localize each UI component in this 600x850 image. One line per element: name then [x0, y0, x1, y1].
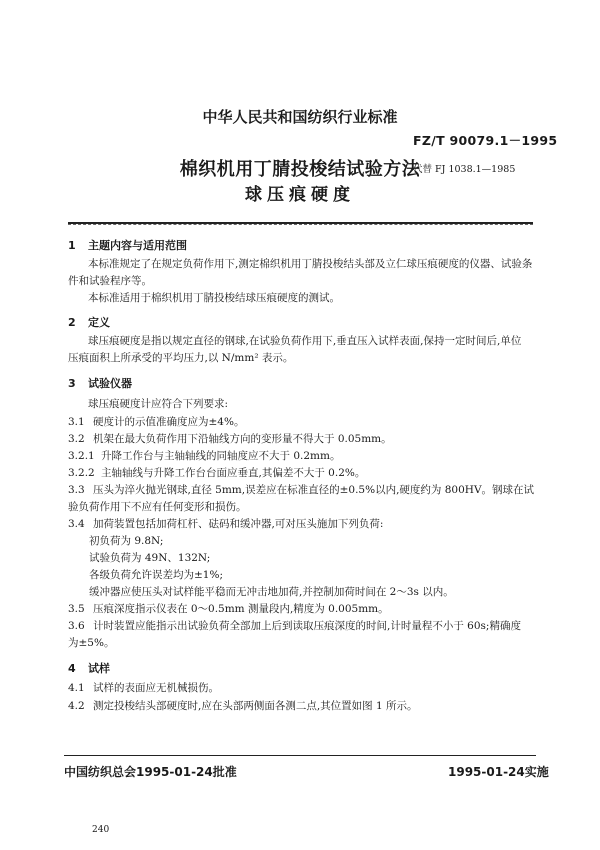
- replaces-note: 代替 FJ 1038.1—1985: [413, 164, 516, 175]
- effective-date: 1995-01-24实施: [448, 765, 549, 779]
- clause-3-3-line-2: 验负荷作用下不应有任何变形和损伤。: [68, 501, 247, 513]
- clause-4-1: 4.1 试样的表面应无机械损伤。: [68, 682, 219, 694]
- section-1-heading: 1 主题内容与适用范围: [68, 239, 187, 252]
- clause-3-2-1: 3.2.1 升降工作台与主轴轴线的同轴度应不大于 0.2mm。: [68, 450, 341, 462]
- document-subtitle: 球压痕硬度: [245, 185, 355, 205]
- clause-3-3: 3.3 压头为淬火抛光钢球,直径 5mm,误差应在标准直径的±0.5%以内,硬度约为 800HV。钢球在试: [68, 484, 535, 496]
- clause-3-5: 3.5 压痕深度指示仪表在 0～0.5mm 测量段内,精度为 0.005mm。: [68, 603, 389, 615]
- clause-3-4-initial-load: 初负荷为 9.8N;: [89, 535, 164, 547]
- clause-4-2: 4.2 测定投梭结头部硬度时,应在头部两侧面各测二点,其位置如图 1 所示。: [68, 700, 418, 712]
- section-4-heading: 4 试样: [68, 662, 110, 675]
- section-1-para-2: 本标准适用于棉织机用丁腈投梭结球压痕硬度的测试。: [88, 292, 340, 304]
- clause-3-4-test-load: 试验负荷为 49N、132N;: [89, 552, 211, 564]
- clause-3-4-buffer: 缓冲器应使压头对试样能平稳而无冲击地加荷,并控制加荷时间在 2～3s 以内。: [89, 586, 454, 598]
- section-1-para-1-line-2: 件和试验程序等。: [68, 275, 152, 287]
- section-2-para-line-2: 压痕面积上所承受的平均压力,以 N/mm² 表示。: [68, 352, 294, 364]
- footer-divider: [64, 755, 536, 756]
- clause-3-4-tolerance: 各级负荷允许误差均为±1%;: [89, 569, 223, 581]
- clause-3-2-2: 3.2.2 主轴轴线与升降工作台台面应垂直,其偏差不大于 0.2%。: [68, 467, 366, 479]
- issuing-body: 中华人民共和国纺织行业标准: [202, 108, 398, 126]
- clause-3-1: 3.1 硬度计的示值准确度应为±4%。: [68, 416, 245, 428]
- standard-number: FZ/T 90079.1－1995: [413, 133, 558, 148]
- section-1-para-1-line-1: 本标准规定了在规定负荷作用下,测定棉织机用丁腈投梭结头部及立仁球压痕硬度的仪器、试验条: [88, 258, 533, 270]
- clause-3-4: 3.4 加荷装置包括加荷杠杆、砝码和缓冲器,可对压头施加下列负荷:: [68, 518, 384, 530]
- clause-3-6-line-2: 为±5%。: [68, 637, 115, 649]
- section-3-intro: 球压痕硬度计应符合下列要求:: [88, 398, 229, 410]
- clause-3-2: 3.2 机架在最大负荷作用下沿轴线方向的变形量不得大于 0.05mm。: [68, 433, 392, 445]
- section-3-heading: 3 试验仪器: [68, 377, 132, 390]
- section-2-heading: 2 定义: [68, 316, 110, 329]
- clause-3-6: 3.6 计时装置应能指示出试验负荷全部加上后到读取压痕深度的时间,计时量程不小于 60s;精确度: [68, 620, 521, 632]
- page-number: 240: [92, 825, 110, 835]
- section-2-para-line-1: 球压痕硬度是指以规定直径的钢球,在试验负荷作用下,垂直压入试样表面,保持一定时间后,单位: [88, 335, 522, 347]
- document-title: 棉织机用丁腈投梭结试验方法: [179, 159, 421, 180]
- header-divider-dashed: [68, 224, 533, 225]
- approval-note: 中国纺织总会1995-01-24批准: [64, 765, 237, 779]
